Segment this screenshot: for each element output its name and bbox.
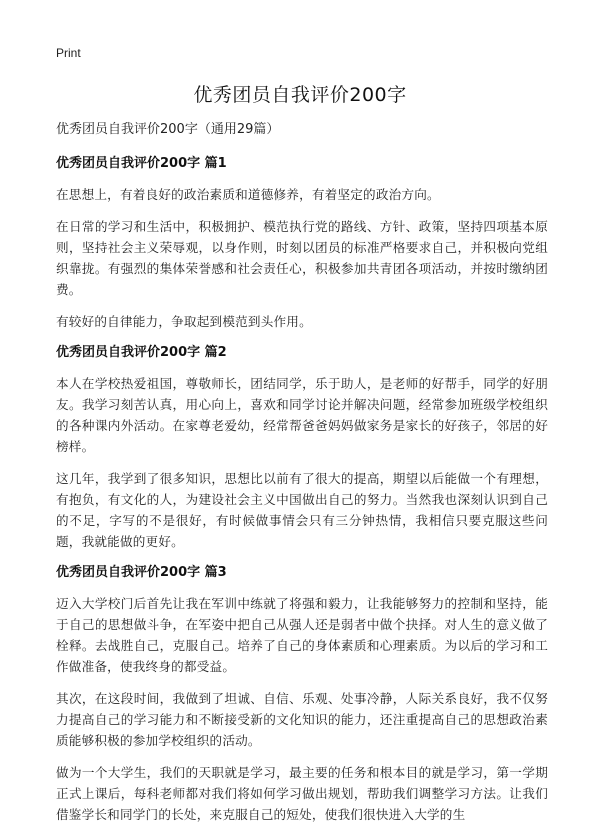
section-2: [56, 343, 548, 552]
paragraph: 在日常的学习和生活中，积极拥护、模范执行党的路线、方针、政策，坚持四项基本原则，坚持社会主义荣辱观，以身作则，时刻以团员的标准严格要求自己，并积极向党组织靠拢。有强烈的集体荣誉感和社会责任心，积极参加共青团各项活动，并按时缴纳团费。: [56, 219, 548, 297]
section-heading: 优秀团员自我评价200字 篇2: [56, 345, 227, 360]
paragraph: 在思想上，有着良好的政治素质和道德修养，有着坚定的政治方向。: [56, 187, 440, 202]
paragraph: 这几年，我学到了很多知识，思想比以前有了很大的提高，期望以后能做一个有理想，有抱负，有文化的人，为建设社会主义中国做出自己的努力。当然我也深刻认识到自己的不足，字写的不是很好，有时候做事情会只有三分钟热情，我相信只要克服这些问题，我就能做的更好。: [56, 471, 548, 549]
page-title: 优秀团员自我评价200字: [193, 84, 407, 106]
section-heading: 优秀团员自我评价200字 篇1: [56, 156, 227, 171]
paragraph: 做为一个大学生，我们的天职就是学习，最主要的任务和根本目的就是学习，第一学期正式上课后，每科老师都对我们将如何学习做出规划，帮助我们调整学习方法。让我们借鉴学长和同学门的长处，来克服自己的短处，使我们很快进入大学的生: [56, 765, 548, 822]
section-3: [56, 563, 548, 825]
document-subtitle: 优秀团员自我评价200字（通用29篇）: [56, 122, 280, 137]
paragraph: 其次，在这段时间，我做到了坦诚、自信、乐观、处事冷静，人际关系良好，我不仅努力提高自己的学习能力和不断接受新的文化知识的能力，还注重提高自己的思想政治素质能够积极的参加学校组织的活动。: [56, 691, 548, 748]
paragraph: 有较好的自律能力，争取起到模范到头作用。: [56, 314, 312, 329]
document-body: [56, 120, 548, 828]
section-heading: 优秀团员自我评价200字 篇3: [56, 565, 227, 580]
paragraph: 迈入大学校门后首先让我在军训中练就了将强和毅力，让我能够努力的控制和坚持，能于自己的思想做斗争，在军姿中把自己从强人还是弱者中做个抉择。对人生的意义做了栓释。去战胜自己，克服自己。培养了自己的身体素质和心理素质。为以后的学习和工作做准备，使我终身的都受益。: [56, 596, 548, 674]
section-1: [56, 154, 548, 332]
print-label: Print: [56, 46, 81, 60]
paragraph: 本人在学校热爱祖国，尊敬师长，团结同学，乐于助人，是老师的好帮手，同学的好朋友。我学习刻苦认真，用心向上，喜欢和同学讨论并解决问题，经常参加班级学校组织的各种课内外活动。在家尊老爱幼，经常帮爸爸妈妈做家务是家长的好孩子，邻居的好榜样。: [56, 376, 548, 454]
